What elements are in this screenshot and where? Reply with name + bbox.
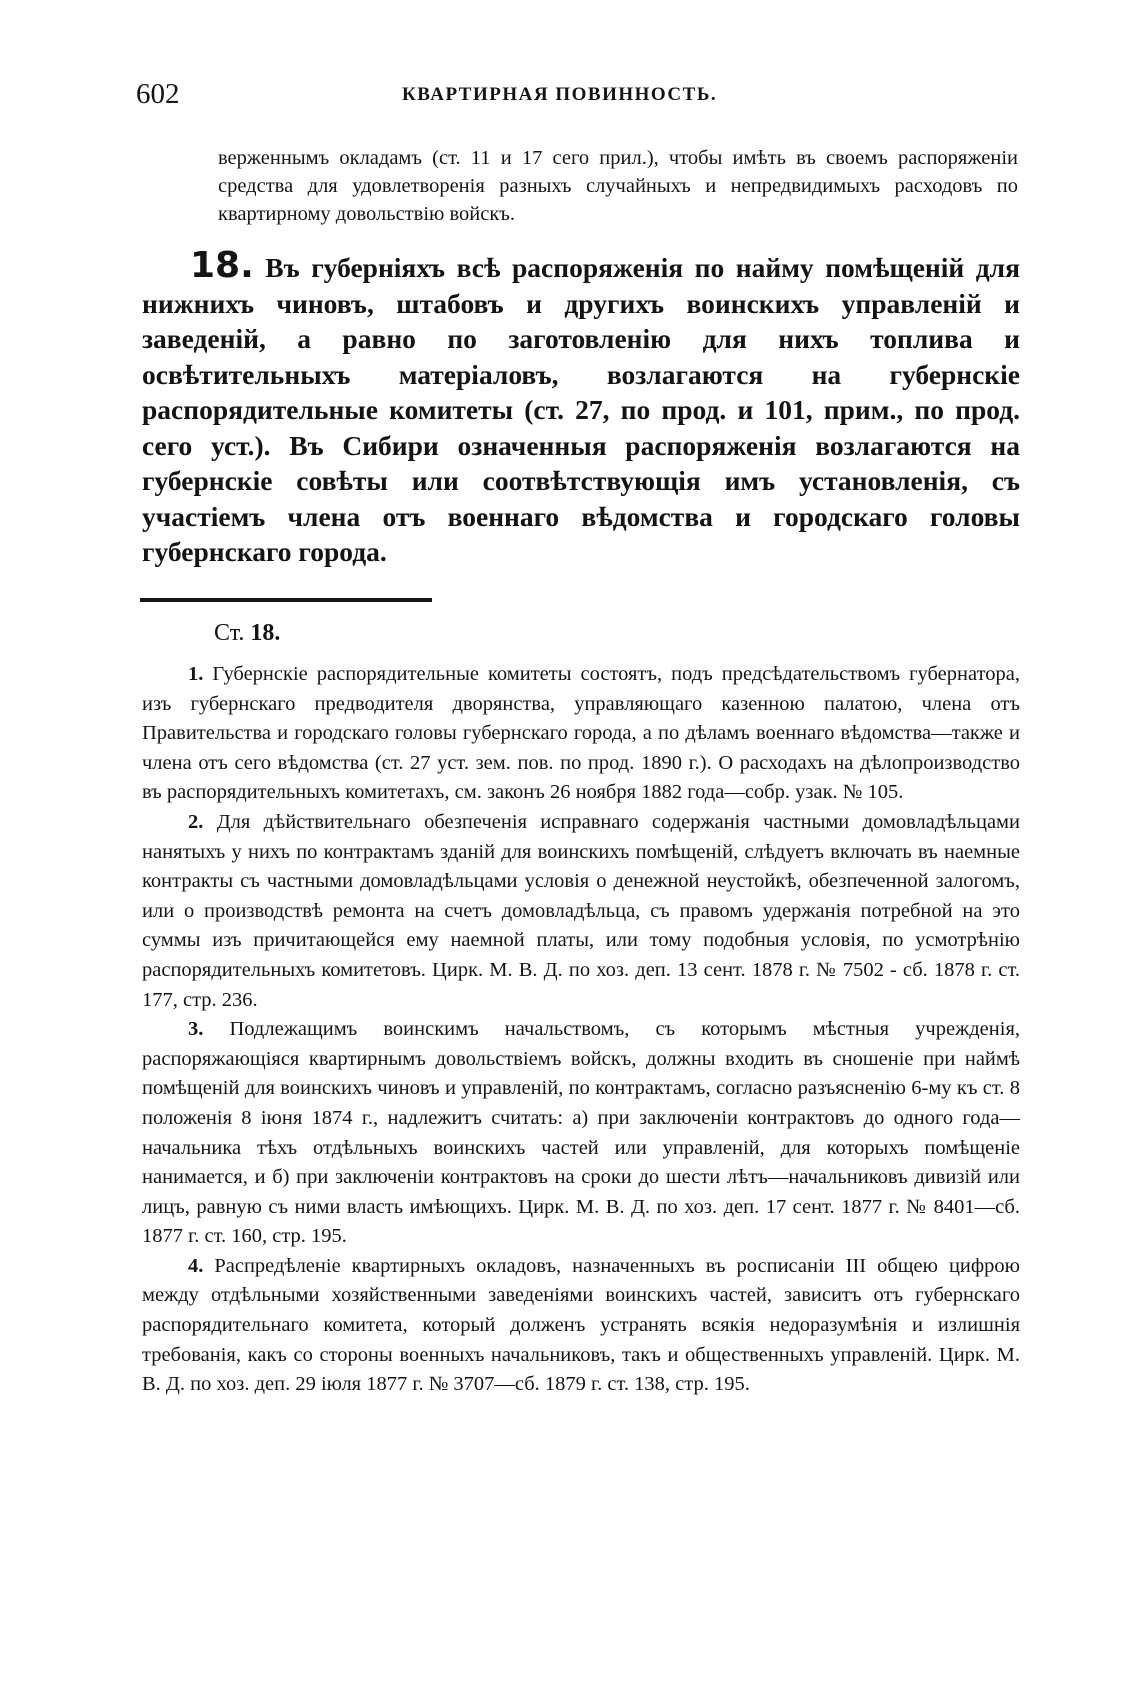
continuation-paragraph xyxy=(218,144,1018,228)
note-item xyxy=(142,1252,1020,1400)
notes-list xyxy=(142,660,1020,1400)
running-title: КВАРТИРНАЯ ПОВИННОСТЬ. xyxy=(402,84,718,105)
article-text: Въ губерніяхъ всѣ распоряженія по найму помѣщеній для нижнихъ чиновъ, штабовъ и другихъ воинскихъ управленій и заведеній, а равно по заготовленію для нихъ топлива и освѣтительныхъ матеріаловъ, возлагаются на губернскіе распорядительные комитеты (ст. 27, по прод. и 101, прим., по прод. сего уст.). Въ Сибири означенныя распоряженія возлагаются на губернскіе совѣты или соотвѣтствующія имъ установленія, съ участіемъ члена отъ военнаго вѣдомства и городскаго головы губернскаго города. xyxy=(142,252,1020,567)
note-text: Губернскіе распорядительные комитеты состоятъ, подъ предсѣдательствомъ губернатора, изъ губернскаго предводителя дворянства, управляющаго казенною палатою, члена отъ Правительства и городскаго головы губернскаго города, а по дѣламъ военнаго вѣдомства—также и члена отъ сего вѣдомства (ст. 27 уст. зем. пов. по прод. 1890 г.). О расходахъ на дѣлопроизводство въ распорядительныхъ комитетахъ, см. законъ 26 ноября 1882 года—собр. узак. № 105. xyxy=(142,663,1020,804)
notes-heading xyxy=(214,620,280,647)
note-number: 2. xyxy=(188,810,204,833)
note-text: Подлежащимъ воинскимъ начальствомъ, съ которымъ мѣстныя учрежденія, распоряжающіяся квартирнымъ довольствіемъ войскъ, должны входить въ сношеніе при наймѣ помѣщеній для воинскихъ чиновъ и управленій, по контрактамъ, согласно разъясненію 6-му къ ст. 8 положенія 8 іюня 1874 г., надлежитъ считать: а) при заключеніи контрактовъ до одного года—начальника тѣхъ отдѣльныхъ воинскихъ частей или управленій, для которыхъ помѣщеніе нанимается, и б) при заключеніи контрактовъ на сроки до шести лѣтъ—начальниковъ дивизій или лицъ, равную съ ними власть имѣющихъ. Цирк. М. В. Д. по хоз. деп. 17 сент. 1877 г. № 8401—сб. 1877 г. ст. 160, стр. 195. xyxy=(142,1018,1020,1248)
footnote-rule xyxy=(140,598,432,602)
note-item xyxy=(142,660,1020,808)
note-text: Распредѣленіе квартирныхъ окладовъ, назначенныхъ въ росписаніи III общею цифрою между отдѣльными хозяйственными заведеніями воинскихъ частей, зависитъ отъ губернскаго распорядительнаго комитета, который долженъ устранять всякія недоразумѣнія и излишнія требованія, какъ со стороны военныхъ начальниковъ, такъ и общественныхъ управленій. Цирк. М. В. Д. по хоз. деп. 29 іюля 1877 г. № 3707—сб. 1879 г. ст. 138, стр. 195. xyxy=(142,1254,1020,1396)
notes-heading-prefix: Ст. xyxy=(214,620,245,646)
note-number: 3. xyxy=(188,1018,204,1041)
page-number: 602 xyxy=(136,78,180,110)
notes-heading-number: 18. xyxy=(250,620,281,646)
article-paragraph xyxy=(142,245,1020,570)
note-item xyxy=(142,808,1020,1015)
article-18 xyxy=(142,245,1020,570)
note-text: Для дѣйствительнаго обезпеченія исправнаго содержанія частными домовладѣльцами нанятыхъ у нихъ по контрактамъ зданій для воинскихъ помѣщеній, слѣдуетъ включать въ наемные контракты съ частными домовладѣльцами условія о денежной неустойкѣ, обезпеченной залогомъ, или о производствѣ ремонта на счетъ домовладѣльца, съ правомъ удержанія потребной на это суммы изъ причитающейся ему наемной платы, или тому подобныя условія, по усмотрѣнію распорядительныхъ комитетовъ. Цирк. М. В. Д. по хоз. деп. 13 сент. 1878 г. № 7502 - сб. 1878 г. ст. 177, стр. 236. xyxy=(142,810,1021,1011)
running-head xyxy=(136,78,1024,118)
article-number: 18. xyxy=(190,245,254,286)
note-number: 4. xyxy=(188,1254,204,1277)
note-number: 1. xyxy=(188,663,204,685)
note-item xyxy=(142,1015,1020,1252)
continuation-text: верженнымъ окладамъ (ст. 11 и 17 сего прил.), чтобы имѣть въ своемъ распоряженіи средства для удовлетворенія разныхъ случайныхъ и непредвидимыхъ расходовъ по квартирному довольствію войскъ. xyxy=(218,147,1018,225)
